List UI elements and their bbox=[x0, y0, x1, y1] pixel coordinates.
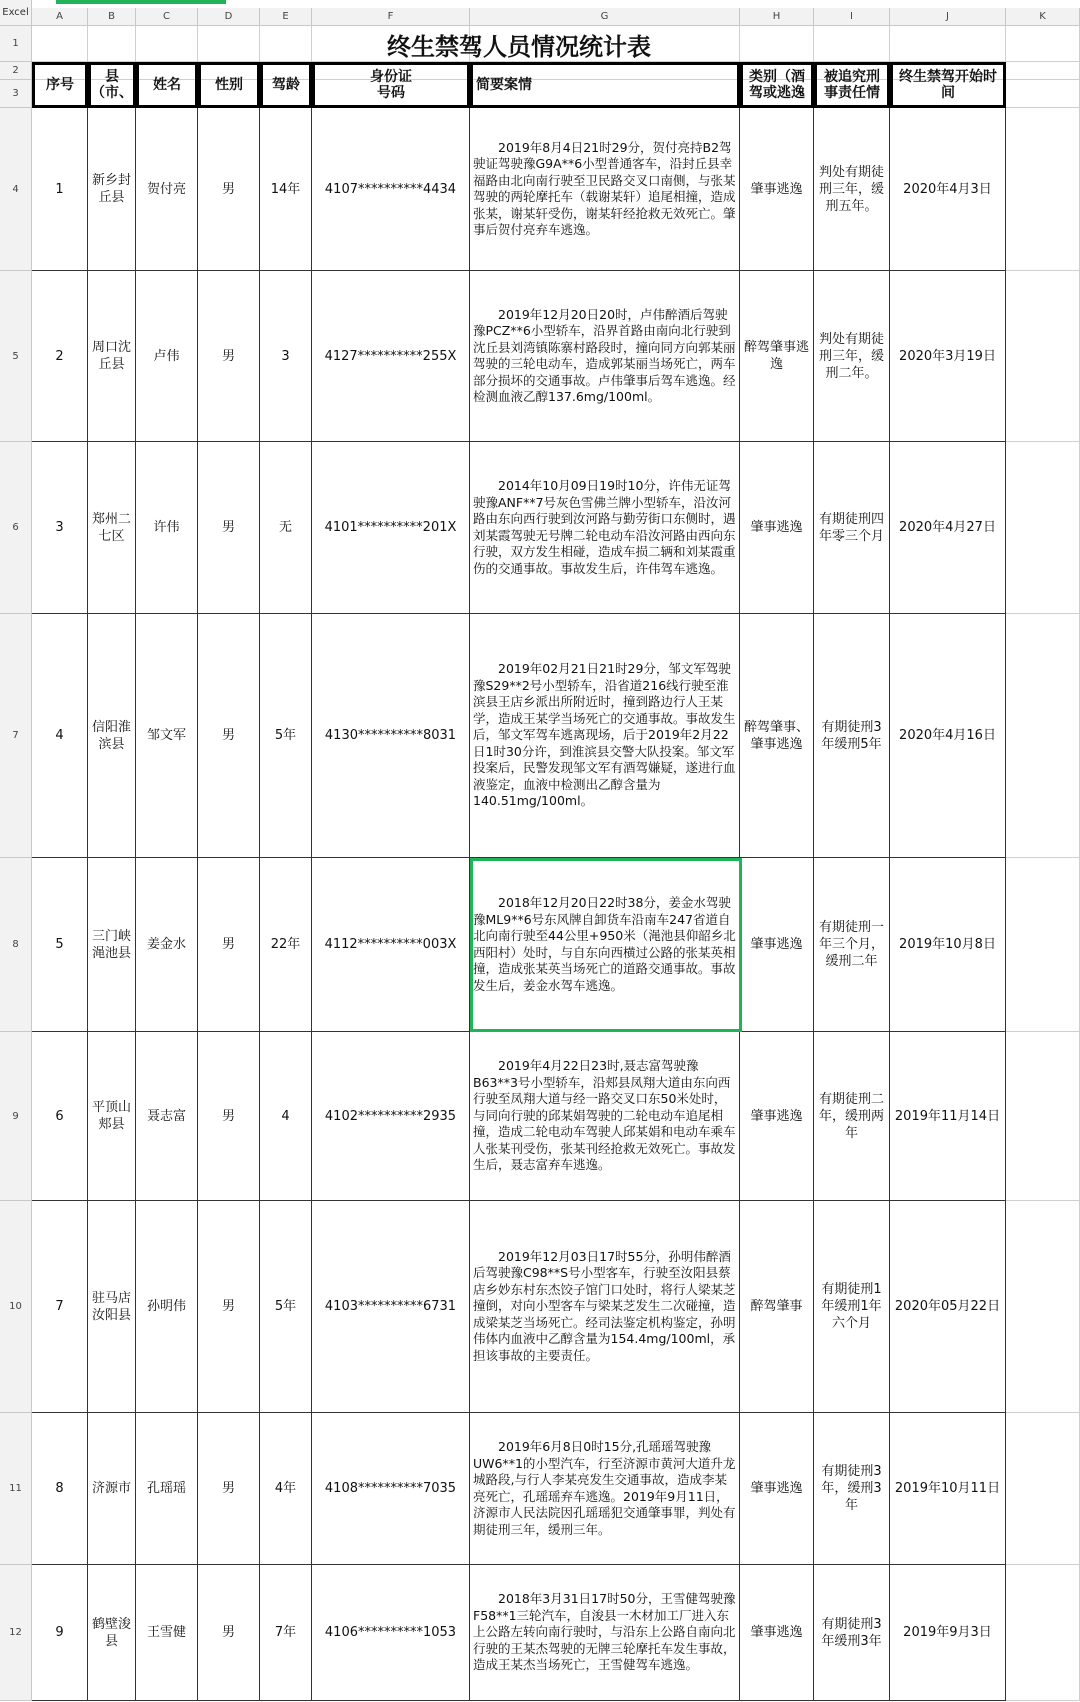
header-gender[interactable]: 性别 bbox=[198, 62, 260, 108]
row-case-brief[interactable] bbox=[470, 858, 740, 1032]
row-penalty[interactable]: 有期徒刑一年三个月，缓刑二年 bbox=[814, 858, 890, 1032]
header-case-brief[interactable]: 简要案情 bbox=[470, 62, 740, 108]
row-header-9[interactable]: 9 bbox=[0, 1032, 32, 1201]
row-header-11[interactable]: 11 bbox=[0, 1413, 32, 1565]
row-start-date[interactable]: 2020年4月3日 bbox=[890, 108, 1006, 271]
row-penalty[interactable]: 有期徒刑3年缓刑3年 bbox=[814, 1565, 890, 1701]
row-name[interactable]: 孔瑶瑶 bbox=[136, 1413, 198, 1565]
row-category[interactable]: 醉驾肇事 bbox=[740, 1201, 814, 1413]
header-start-date[interactable]: 终生禁驾开始时间 bbox=[890, 62, 1006, 108]
column-header-e[interactable]: E bbox=[260, 8, 312, 26]
row-name[interactable]: 卢伟 bbox=[136, 271, 198, 442]
header-category[interactable]: 类别（酒驾或逃逸 bbox=[740, 62, 814, 108]
case-brief-text: 2019年4月22日23时,聂志富驾驶豫B63**3号小型轿车，沿郏县凤翔大道由东向西行驶至凤翔大道与经一路交叉口东50米处时，与同向行驶的邱某娟驾驶的二轮电动车追尾相撞，造成二轮电动车驾驶人邱某娟和电动车乘车人张某刊受伤，张某刊经抢救无效死亡。事故发生后，聂志富弃车逃逸。 bbox=[473, 1058, 736, 1173]
row-start-date[interactable]: 2019年10月11日 bbox=[890, 1413, 1006, 1565]
row-gender[interactable]: 男 bbox=[198, 1201, 260, 1413]
row-name[interactable]: 王雪健 bbox=[136, 1565, 198, 1701]
active-sheet-indicator bbox=[56, 0, 226, 4]
column-header-k[interactable]: K bbox=[1006, 8, 1080, 26]
grid-cell[interactable] bbox=[1006, 271, 1080, 442]
row-name[interactable]: 孙明伟 bbox=[136, 1201, 198, 1413]
row-seq[interactable]: 5 bbox=[32, 858, 88, 1032]
row-case-brief[interactable] bbox=[470, 1032, 740, 1201]
row-case-brief[interactable] bbox=[470, 614, 740, 858]
row-header-3[interactable]: 3 bbox=[0, 80, 32, 108]
row-name[interactable]: 邹文军 bbox=[136, 614, 198, 858]
row-gender[interactable]: 男 bbox=[198, 858, 260, 1032]
row-name[interactable]: 贺付亮 bbox=[136, 108, 198, 271]
row-id-number[interactable]: 4102**********2935 bbox=[312, 1032, 470, 1201]
row-seq[interactable]: 3 bbox=[32, 442, 88, 614]
row-start-date[interactable]: 2019年10月8日 bbox=[890, 858, 1006, 1032]
row-gender[interactable]: 男 bbox=[198, 1565, 260, 1701]
grid-cell[interactable] bbox=[1006, 1201, 1080, 1413]
row-county[interactable]: 信阳淮滨县 bbox=[88, 614, 136, 858]
grid-cell[interactable] bbox=[1006, 26, 1080, 62]
column-header-b[interactable]: B bbox=[88, 8, 136, 26]
row-gender[interactable]: 男 bbox=[198, 442, 260, 614]
row-header-1[interactable]: 1 bbox=[0, 26, 32, 62]
row-driving-years[interactable]: 14年 bbox=[260, 108, 312, 271]
row-category[interactable]: 肇事逃逸 bbox=[740, 1413, 814, 1565]
row-driving-years[interactable]: 5年 bbox=[260, 614, 312, 858]
row-seq[interactable]: 6 bbox=[32, 1032, 88, 1201]
header-name[interactable]: 姓名 bbox=[136, 62, 198, 108]
row-penalty[interactable]: 有期徒刑3年缓刑5年 bbox=[814, 614, 890, 858]
row-category[interactable]: 肇事逃逸 bbox=[740, 858, 814, 1032]
row-gender[interactable]: 男 bbox=[198, 1032, 260, 1201]
row-penalty[interactable]: 判处有期徒刑三年，缓刑五年。 bbox=[814, 108, 890, 271]
row-start-date[interactable]: 2019年11月14日 bbox=[890, 1032, 1006, 1201]
row-name[interactable]: 姜金水 bbox=[136, 858, 198, 1032]
sheet-title[interactable]: 终生禁驾人员情况统计表 bbox=[387, 32, 651, 61]
header-county[interactable]: 县（市、 bbox=[88, 62, 136, 108]
row-county[interactable]: 平顶山郏县 bbox=[88, 1032, 136, 1201]
row-header-8[interactable]: 8 bbox=[0, 858, 32, 1032]
row-header-5[interactable]: 5 bbox=[0, 271, 32, 442]
row-gender[interactable]: 男 bbox=[198, 108, 260, 271]
column-header-i[interactable]: I bbox=[814, 8, 890, 26]
row-category[interactable]: 肇事逃逸 bbox=[740, 442, 814, 614]
grid-cell[interactable] bbox=[1006, 442, 1080, 614]
row-id-number[interactable]: 4106**********1053 bbox=[312, 1565, 470, 1701]
row-header-4[interactable]: 4 bbox=[0, 108, 32, 271]
row-seq[interactable]: 7 bbox=[32, 1201, 88, 1413]
row-county[interactable]: 济源市 bbox=[88, 1413, 136, 1565]
grid-cell[interactable] bbox=[1006, 858, 1080, 1032]
row-start-date[interactable]: 2020年3月19日 bbox=[890, 271, 1006, 442]
column-header-c[interactable]: C bbox=[136, 8, 198, 26]
row-start-date[interactable]: 2020年4月16日 bbox=[890, 614, 1006, 858]
row-id-number[interactable]: 4112**********003X bbox=[312, 858, 470, 1032]
grid-cell[interactable] bbox=[1006, 62, 1080, 80]
row-start-date[interactable]: 2019年9月3日 bbox=[890, 1565, 1006, 1701]
grid-cell[interactable] bbox=[1006, 108, 1080, 271]
row-name[interactable]: 聂志富 bbox=[136, 1032, 198, 1201]
row-county[interactable]: 三门峡渑池县 bbox=[88, 858, 136, 1032]
row-case-brief[interactable] bbox=[470, 108, 740, 271]
row-penalty[interactable]: 判处有期徒刑三年，缓刑二年。 bbox=[814, 271, 890, 442]
row-header-12[interactable]: 12 bbox=[0, 1565, 32, 1701]
row-category[interactable]: 肇事逃逸 bbox=[740, 1565, 814, 1701]
column-header-a[interactable]: A bbox=[32, 8, 88, 26]
grid-cell[interactable] bbox=[1006, 80, 1080, 108]
row-case-brief[interactable] bbox=[470, 442, 740, 614]
column-header-d[interactable]: D bbox=[198, 8, 260, 26]
row-driving-years[interactable]: 7年 bbox=[260, 1565, 312, 1701]
row-id-number[interactable]: 4130**********8031 bbox=[312, 614, 470, 858]
row-case-brief[interactable] bbox=[470, 1565, 740, 1701]
header-id-number[interactable]: 身份证 号码 bbox=[312, 62, 470, 108]
row-driving-years[interactable]: 无 bbox=[260, 442, 312, 614]
row-id-number[interactable]: 4108**********7035 bbox=[312, 1413, 470, 1565]
grid-cell[interactable] bbox=[1006, 1413, 1080, 1565]
row-driving-years[interactable]: 4年 bbox=[260, 1413, 312, 1565]
row-seq[interactable]: 9 bbox=[32, 1565, 88, 1701]
row-penalty[interactable]: 有期徒刑二年，缓刑两年 bbox=[814, 1032, 890, 1201]
grid-cell[interactable] bbox=[1006, 1032, 1080, 1201]
row-gender[interactable]: 男 bbox=[198, 1413, 260, 1565]
header-penalty[interactable]: 被追究刑事责任情 bbox=[814, 62, 890, 108]
column-header-g[interactable]: G bbox=[470, 8, 740, 26]
case-brief-text: 2019年12月03日17时55分，孙明伟醉酒后驾驶豫C98**S号小型客车，行驶至汝阳县蔡店乡妙东村东杰饺子馆门口处时，将行人梁某芝撞倒，对向小型客车与梁某芝发生二次碰撞，造成梁某芝当场死亡。经司法鉴定机构鉴定，孙明伟体内血液中乙醇含量为154.4mg/100ml，承担该事故的主要责任。 bbox=[473, 1248, 736, 1363]
column-header-j[interactable]: J bbox=[890, 8, 1006, 26]
row-seq[interactable]: 8 bbox=[32, 1413, 88, 1565]
case-brief-text: 2014年10月09日19时10分，许伟无证驾驶豫ANF**7号灰色雪佛兰牌小型轿车，沿汝河路由东向西行驶到汝河路与勤劳街口东侧时，遇刘某霞驾驶无号牌二轮电动车沿汝河路由西向东行驶，双方发生相碰，造成车损二辆和刘某霞重伤的交通事故。事故发生后，许伟驾车逃逸。 bbox=[473, 478, 736, 576]
row-seq[interactable]: 1 bbox=[32, 108, 88, 271]
row-header-2[interactable]: 2 bbox=[0, 62, 32, 80]
case-brief-text: 2019年8月4日21时29分，贺付亮持B2驾驶证驾驶豫G9A**6小型普通客车，沿封丘县幸福路由北向南行驶至卫民路交叉口南侧，与张某驾驶的两轮摩托车（载谢某轩）追尾相撞，造成张某，谢某轩受伤，谢某轩经抢救无效死亡。肇事后贺付亮弃车逃逸。 bbox=[473, 139, 736, 237]
row-category[interactable]: 肇事逃逸 bbox=[740, 1032, 814, 1201]
row-penalty[interactable]: 有期徒刑1年缓刑1年六个月 bbox=[814, 1201, 890, 1413]
case-brief-text: 2019年02月21日21时29分，邹文军驾驶豫S29**2号小型轿车，沿省道216线行驶至淮滨县王店乡派出所附近时，撞到路边行人王某学，造成王某学当场死亡的交通事故。事故发生后，邹文军驾车逃离现场，后于2019年2月22日1时30分许，到淮滨县交警大队投案。邹文军投案后，民警发现邹文军有酒驾嫌疑，遂进行血液鉴定，血液中检测出乙醇含量为140.51mg/100ml。 bbox=[473, 661, 736, 809]
row-seq[interactable]: 4 bbox=[32, 614, 88, 858]
row-driving-years[interactable]: 4 bbox=[260, 1032, 312, 1201]
row-category[interactable]: 肇事逃逸 bbox=[740, 108, 814, 271]
row-name[interactable]: 许伟 bbox=[136, 442, 198, 614]
grid-cell[interactable] bbox=[1006, 1565, 1080, 1701]
row-gender[interactable]: 男 bbox=[198, 271, 260, 442]
column-header-f[interactable]: F bbox=[312, 8, 470, 26]
row-case-brief[interactable] bbox=[470, 1201, 740, 1413]
grid-cell[interactable] bbox=[1006, 614, 1080, 858]
row-seq[interactable]: 2 bbox=[32, 271, 88, 442]
row-id-number[interactable]: 4101**********201X bbox=[312, 442, 470, 614]
row-driving-years[interactable]: 22年 bbox=[260, 858, 312, 1032]
row-id-number[interactable]: 4107**********4434 bbox=[312, 108, 470, 271]
row-category[interactable]: 醉驾肇事逃逸 bbox=[740, 271, 814, 442]
row-driving-years[interactable]: 3 bbox=[260, 271, 312, 442]
case-brief-text: 2018年12月20日22时38分，姜金水驾驶豫ML9**6号东风牌自卸货车沿南车247省道自北向南行驶至44公里+950米（渑池县仰韶乡北西阳村）处时，与自东向西横过公路的张某英相撞，造成张某英当场死亡的道路交通事故。事故发生后，姜金水驾车逃逸。 bbox=[473, 895, 736, 993]
row-case-brief[interactable] bbox=[470, 1413, 740, 1565]
row-id-number[interactable]: 4103**********6731 bbox=[312, 1201, 470, 1413]
row-penalty[interactable]: 有期徒刑四年零三个月 bbox=[814, 442, 890, 614]
row-header-6[interactable]: 6 bbox=[0, 442, 32, 614]
row-county[interactable]: 鹤壁浚县 bbox=[88, 1565, 136, 1701]
row-penalty[interactable]: 有期徒刑3年，缓刑3年 bbox=[814, 1413, 890, 1565]
row-gender[interactable]: 男 bbox=[198, 614, 260, 858]
header-driving-years[interactable]: 驾龄 bbox=[260, 62, 312, 108]
row-driving-years[interactable]: 5年 bbox=[260, 1201, 312, 1413]
row-start-date[interactable]: 2020年05月22日 bbox=[890, 1201, 1006, 1413]
row-category[interactable]: 醉驾肇事、肇事逃逸 bbox=[740, 614, 814, 858]
row-county[interactable]: 郑州二七区 bbox=[88, 442, 136, 614]
row-start-date[interactable]: 2020年4月27日 bbox=[890, 442, 1006, 614]
header-seq[interactable]: 序号 bbox=[32, 62, 88, 108]
row-id-number[interactable]: 4127**********255X bbox=[312, 271, 470, 442]
row-header-10[interactable]: 10 bbox=[0, 1201, 32, 1413]
case-brief-text: 2018年3月31日17时50分，王雪健驾驶豫F58**1三轮汽车，自浚县一木材加工厂进入东上公路左转向南行驶时，与沿东上公路自南向北行驶的王某杰驾驶的无牌三轮摩托车发生事故，造成王某杰当场死亡，王雪健驾车逃逸。 bbox=[473, 1591, 736, 1673]
column-header-h[interactable]: H bbox=[740, 8, 814, 26]
case-brief-text: 2019年12月20日20时，卢伟醉酒后驾驶豫PCZ**6小型轿车，沿界首路由南向北行驶到沈丘县刘湾镇陈寨村路段时，撞向同方向郭某丽驾驶的三轮电动车，造成郭某丽当场死亡，两车部分损坏的交通事故。卢伟肇事后驾车逃逸。经检测血液乙醇137.6mg/100ml。 bbox=[473, 306, 736, 404]
row-county[interactable]: 周口沈丘县 bbox=[88, 271, 136, 442]
row-county[interactable]: 驻马店汝阳县 bbox=[88, 1201, 136, 1413]
case-brief-text: 2019年6月8日0时15分,孔瑶瑶驾驶豫UW6**1的小型汽车，行至济源市黄河大道升龙城路段,与行人李某亮发生交通事故，造成李某亮死亡，孔瑶瑶弃车逃逸。2019年9月11日，济源市人民法院因孔瑶瑶犯交通肇事罪，判处有期徒刑三年，缓刑三年。 bbox=[473, 1439, 736, 1537]
select-all-corner[interactable]: Excel bbox=[0, 0, 32, 26]
row-header-7[interactable]: 7 bbox=[0, 614, 32, 858]
row-case-brief[interactable] bbox=[470, 271, 740, 442]
row-county[interactable]: 新乡封丘县 bbox=[88, 108, 136, 271]
